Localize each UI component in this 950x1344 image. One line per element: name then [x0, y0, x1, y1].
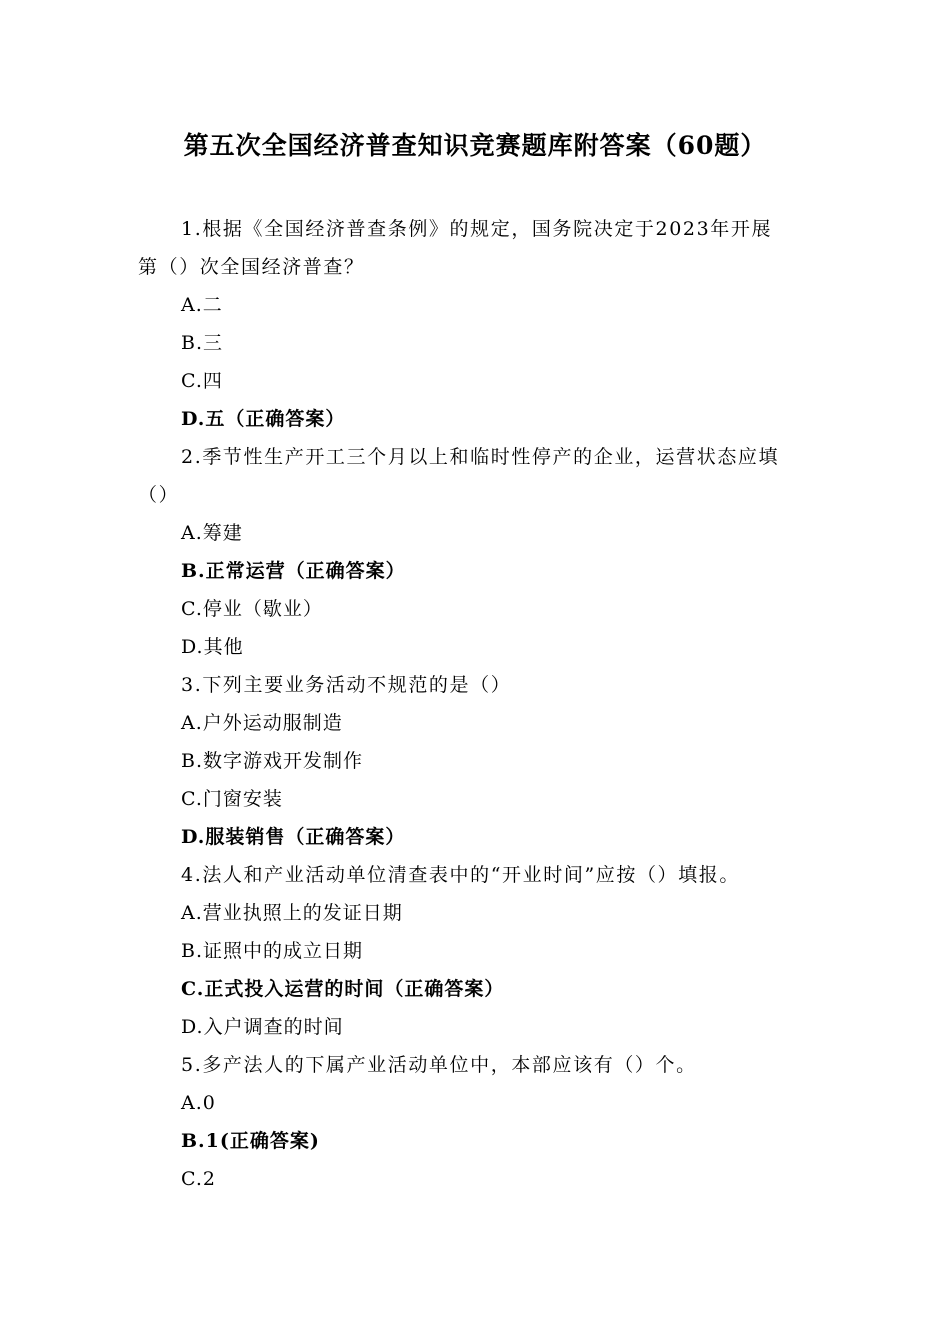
answer-option: A.户外运动服制造: [181, 712, 343, 734]
document-body: [138, 210, 838, 1198]
answer-option: A.0: [181, 1092, 216, 1114]
answer-option: D.入户调查的时间: [181, 1016, 344, 1038]
answer-option: C.四: [181, 370, 223, 392]
answer-option: C.2: [181, 1168, 216, 1190]
question-text: （）: [138, 484, 180, 506]
correct-answer-option: D.服装销售（正确答案）: [181, 826, 406, 848]
answer-option: B.数字游戏开发制作: [181, 750, 364, 772]
correct-answer-option: D.五（正确答案）: [181, 408, 346, 430]
question-text: 第（）次全国经济普查？: [138, 256, 365, 278]
answer-option: B.三: [181, 332, 224, 354]
question-text: 2.季节性生产开工三个月以上和临时性停产的企业，运营状态应填: [181, 446, 780, 468]
question-text: 1.根据《全国经济普查条例》的规定，国务院决定于2023年开展: [181, 218, 773, 240]
answer-option: A.二: [181, 294, 223, 316]
question-text: 3.下列主要业务活动不规范的是（）: [181, 674, 512, 696]
document-title: 第五次全国经济普查知识竞赛题库附答案（60题）: [183, 131, 767, 160]
question-text: 5.多产法人的下属产业活动单位中，本部应该有（）个。: [181, 1054, 697, 1076]
answer-option: D.其他: [181, 636, 244, 658]
answer-option: A.营业执照上的发证日期: [181, 902, 403, 924]
answer-option: B.证照中的成立日期: [181, 940, 364, 962]
question-text: 4.法人和产业活动单位清查表中的“开业时间”应按（）填报。: [181, 864, 740, 886]
answer-option: C.门窗安装: [181, 788, 283, 810]
correct-answer-option: B.1(正确答案): [181, 1130, 320, 1152]
correct-answer-option: B.正常运营（正确答案）: [181, 560, 406, 582]
correct-answer-option: C.正式投入运营的时间（正确答案）: [181, 978, 505, 1000]
answer-option: C.停业（歇业）: [181, 598, 323, 620]
answer-option: A.筹建: [181, 522, 243, 544]
